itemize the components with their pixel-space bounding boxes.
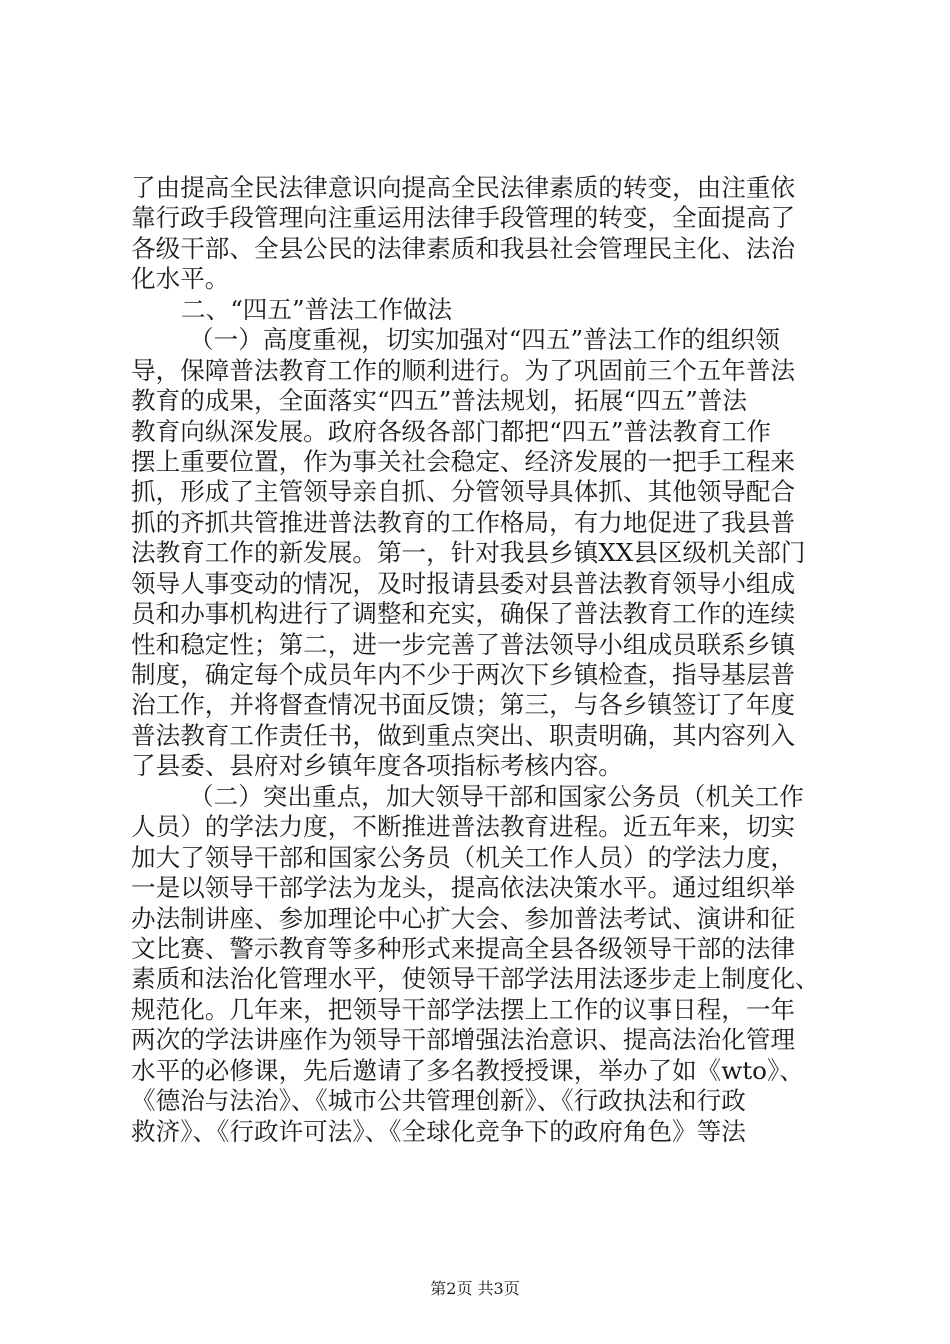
text-line: 规范化。几年来，把领导干部学法摆上工作的议事日程，一年 xyxy=(131,994,796,1024)
text-line: 性和稳定性；第二，进一步完善了普法领导小组成员联系乡镇 xyxy=(131,629,796,659)
text-line: 导，保障普法教育工作的顺利进行。为了巩固前三个五年普法 xyxy=(131,355,796,385)
text-line: 了由提高全民法律意识向提高全民法律素质的转变，由注重依 xyxy=(131,173,796,202)
text-line: 素质和法治化管理水平，使领导干部学法用法逐步走上制度化、 xyxy=(131,964,820,994)
text-line: 领导人事变动的情况，及时报请县委对县普法教育领导小组成 xyxy=(131,568,796,598)
text-line: 两次的学法讲座作为领导干部增强法治意识、提高法治化管理 xyxy=(131,1025,796,1055)
text-line: 教育的成果，全面落实“四五”普法规划，拓展“四五”普法 xyxy=(131,386,747,416)
text-line: 靠行政手段管理向注重运用法律手段管理的转变，全面提高了 xyxy=(131,203,796,233)
text-line: 各级干部、全县公民的法律素质和我县社会管理民主化、法治 xyxy=(131,233,796,263)
text-line: 教育向纵深发展。政府各级各部门都把“四五”普法教育工作 xyxy=(131,416,771,446)
text-line: 员和办事机构进行了调整和充实，确保了普法教育工作的连续 xyxy=(131,599,796,629)
text-line: 加大了领导干部和国家公务员（机关工作人员）的学法力度， xyxy=(131,842,796,872)
text-line: 法教育工作的新发展。第一，针对我县乡镇XX县区级机关部门 xyxy=(131,538,806,568)
text-line: 制度，确定每个成员年内不少于两次下乡镇检查，指导基层普 xyxy=(131,660,796,689)
section-heading: 二、“四五”普法工作做法 xyxy=(181,294,453,324)
text-line: 文比赛、警示教育等多种形式来提高全县各级领导干部的法律 xyxy=(131,933,796,963)
subsection-heading: （二）突出重点，加大领导干部和国家公务员（机关工作 xyxy=(189,781,804,811)
text-line: 办法制讲座、参加理论中心扩大会、参加普法考试、演讲和征 xyxy=(131,903,796,933)
text-line: 水平的必修课，先后邀请了多名教授授课，举办了如《wto》、 xyxy=(131,1055,804,1085)
subsection-heading: （一）高度重视，切实加强对“四五”普法工作的组织领 xyxy=(189,325,780,355)
text-line: 抓，形成了主管领导亲自抓、分管领导具体抓、其他领导配合 xyxy=(131,477,796,507)
text-line: 了县委、县府对乡镇年度各项指标考核内容。 xyxy=(131,751,623,781)
text-line: 《德治与法治》、《城市公共管理创新》、《行政执法和行政 xyxy=(131,1086,746,1116)
text-line: 人员）的学法力度，不断推进普法教育进程。近五年来，切实 xyxy=(131,812,796,842)
text-line: 治工作，并将督查情况书面反馈；第三，与各乡镇签订了年度 xyxy=(131,690,796,720)
text-line: 摆上重要位置，作为事关社会稳定、经济发展的一把手工程来 xyxy=(131,446,796,476)
text-line: 救济》、《行政许可法》、《全球化竞争下的政府角色》等法 xyxy=(131,1116,746,1146)
text-line: 抓的齐抓共管推进普法教育的工作格局，有力地促进了我县普 xyxy=(131,507,796,537)
page-footer: 第2页 共3页 xyxy=(430,1279,520,1298)
text-line: 一是以领导干部学法为龙头，提高依法决策水平。通过组织举 xyxy=(131,873,796,903)
text-line: 化水平。 xyxy=(131,264,230,294)
document-body xyxy=(131,173,831,1147)
text-line: 普法教育工作责任书，做到重点突出、职责明确，其内容列入 xyxy=(131,720,796,750)
